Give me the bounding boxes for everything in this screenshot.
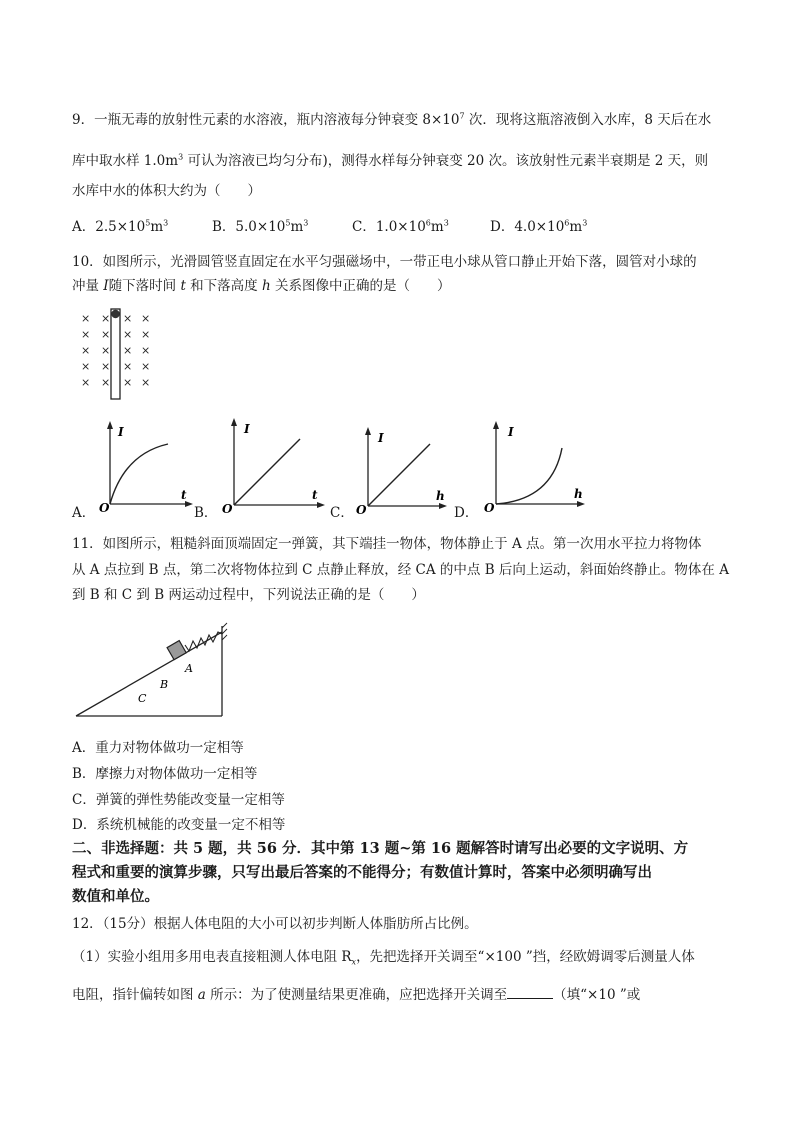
q9-options — [72, 218, 722, 238]
svg-text:×: × — [101, 376, 111, 389]
graph-d-y-label: I — [508, 425, 514, 439]
svg-text:×: × — [123, 344, 133, 357]
svg-text:×: × — [141, 312, 151, 325]
point-b-label: B — [160, 678, 169, 691]
graph-a-y-label: I — [118, 425, 124, 439]
graph-c-origin: O — [356, 503, 367, 517]
svg-text:×: × — [141, 360, 151, 373]
q10-graph-c — [354, 424, 450, 516]
q10-line-1: 10．如图所示，光滑圆管竖直固定在水平匀强磁场中，一带正电小球从管口静止开始下落，圆管对小球的 — [72, 254, 697, 270]
q10-line-2: 冲量 I随下落时间 t 和下落高度 h 关系图像中正确的是（ ） — [72, 278, 451, 294]
q10-option-d[interactable]: D． — [454, 505, 479, 521]
svg-text:×: × — [81, 376, 91, 389]
graph-a-origin: O — [99, 501, 110, 515]
answer-blank[interactable] — [507, 985, 553, 999]
svg-text:×: × — [141, 376, 151, 389]
svg-text:×: × — [81, 328, 91, 341]
svg-text:×: × — [101, 328, 111, 341]
svg-text:×: × — [141, 328, 151, 341]
q9-option-a[interactable]: A．$2.5\times 10^5m^3$ — [72, 218, 169, 235]
q11-line-3: 到 B 和 C 到 B 两运动过程中，下列说法正确的是（ ） — [72, 587, 425, 603]
spring — [185, 632, 222, 651]
svg-text:×: × — [123, 312, 133, 325]
q11-option-a[interactable]: A．重力对物体做功一定相等 — [72, 740, 244, 756]
q10-graph-a — [98, 418, 194, 514]
q9-option-b[interactable]: B．$5.0\times 10^5m^3$ — [212, 218, 309, 235]
graph-b-x-label: t — [312, 488, 318, 502]
svg-text:×: × — [141, 344, 151, 357]
q10-graph-d — [482, 418, 590, 516]
svg-text:×: × — [81, 344, 91, 357]
charged-ball — [111, 310, 119, 318]
section2-line-3: 数值和单位。 — [72, 888, 159, 905]
graph-d-x-label: h — [574, 487, 583, 501]
q11-option-d[interactable]: D．系统机械能的改变量一定不相等 — [72, 817, 286, 833]
q10-graph-b — [220, 415, 328, 515]
tube — [111, 309, 120, 399]
q12-line-1: 12．（15分）根据人体电阻的大小可以初步判断人体脂肪所占比例。 — [72, 916, 478, 932]
q9-line-3: 水库中水的体积大约为（ ） — [72, 183, 261, 199]
q11-line-1: 11．如图所示，粗糙斜面顶端固定一弹簧，其下端挂一物体，物体静止于 A 点。第一次用水平拉力将物体 — [72, 536, 702, 552]
svg-text:×: × — [101, 312, 111, 325]
q9-option-d[interactable]: D．$4.0\times 10^6m^3$ — [490, 218, 588, 235]
svg-text:×: × — [123, 360, 133, 373]
q10-option-c[interactable]: C． — [330, 505, 354, 521]
q11-incline-figure — [72, 618, 232, 730]
graph-c-x-label: h — [436, 489, 445, 503]
graph-b-origin: O — [222, 502, 233, 516]
block — [167, 641, 186, 660]
q9-option-c[interactable]: C．$1.0\times 10^6m^3$ — [352, 218, 449, 235]
section2-line-1: 二、非选择题：共 5 题，共 56 分．其中第 13 题~第 16 题解答时请写出必要的文字说明、方 — [72, 840, 689, 857]
q9-line-2: 库中取水样 $1.0m^3$ 可认为溶液已均匀分布)，测得水样每分钟衰变 20 次。该放射性元素半衰期是 2 天，则 — [72, 152, 709, 169]
svg-text:×: × — [101, 344, 111, 357]
q11-option-b[interactable]: B．摩擦力对物体做功一定相等 — [72, 766, 258, 782]
svg-text:×: × — [81, 360, 91, 373]
q10-option-a[interactable]: A． — [72, 505, 96, 521]
q12-line-3: 电阻，指针偏转如图 a 所示：为了使测量结果更准确，应把选择开关调至 （填“×10 ”或 — [72, 987, 641, 1003]
section2-line-2: 程式和重要的演算步骤，只写出最后答案的不能得分；有数值计算时，答案中必须明确写出 — [72, 864, 652, 881]
point-c-label: C — [138, 692, 147, 705]
graph-c-y-label: I — [378, 431, 384, 445]
q10-magnetic-field-figure — [72, 305, 162, 403]
graph-b-y-label: I — [244, 422, 250, 436]
q12-line-2: （1）实验小组用多用电表直接粗测人体电阻 $R_x$，先把选择开关调至“×100 ”挡，经欧姆调零后测量人体 — [72, 949, 695, 967]
svg-text:×: × — [123, 376, 133, 389]
point-a-label: A — [185, 662, 193, 675]
svg-text:×: × — [123, 328, 133, 341]
q10-option-b[interactable]: B． — [194, 505, 218, 521]
q9-line-1: 9．一瓶无毒的放射性元素的水溶液，瓶内溶液每分钟衰变 $8\times 10^7$ 次．现将这瓶溶液倒入水库，8 天后在水 — [72, 111, 712, 128]
graph-d-origin: O — [484, 501, 495, 515]
q11-line-2: 从 A 点拉到 B 点，第二次将物体拉到 C 点静止释放，经 CA 的中点 B 后向上运动，斜面始终静止。物体在 A — [72, 562, 729, 578]
svg-text:×: × — [101, 360, 111, 373]
graph-a-x-label: t — [181, 488, 187, 502]
q11-option-c[interactable]: C．弹簧的弹性势能改变量一定相等 — [72, 792, 285, 808]
svg-text:×: × — [81, 312, 91, 325]
